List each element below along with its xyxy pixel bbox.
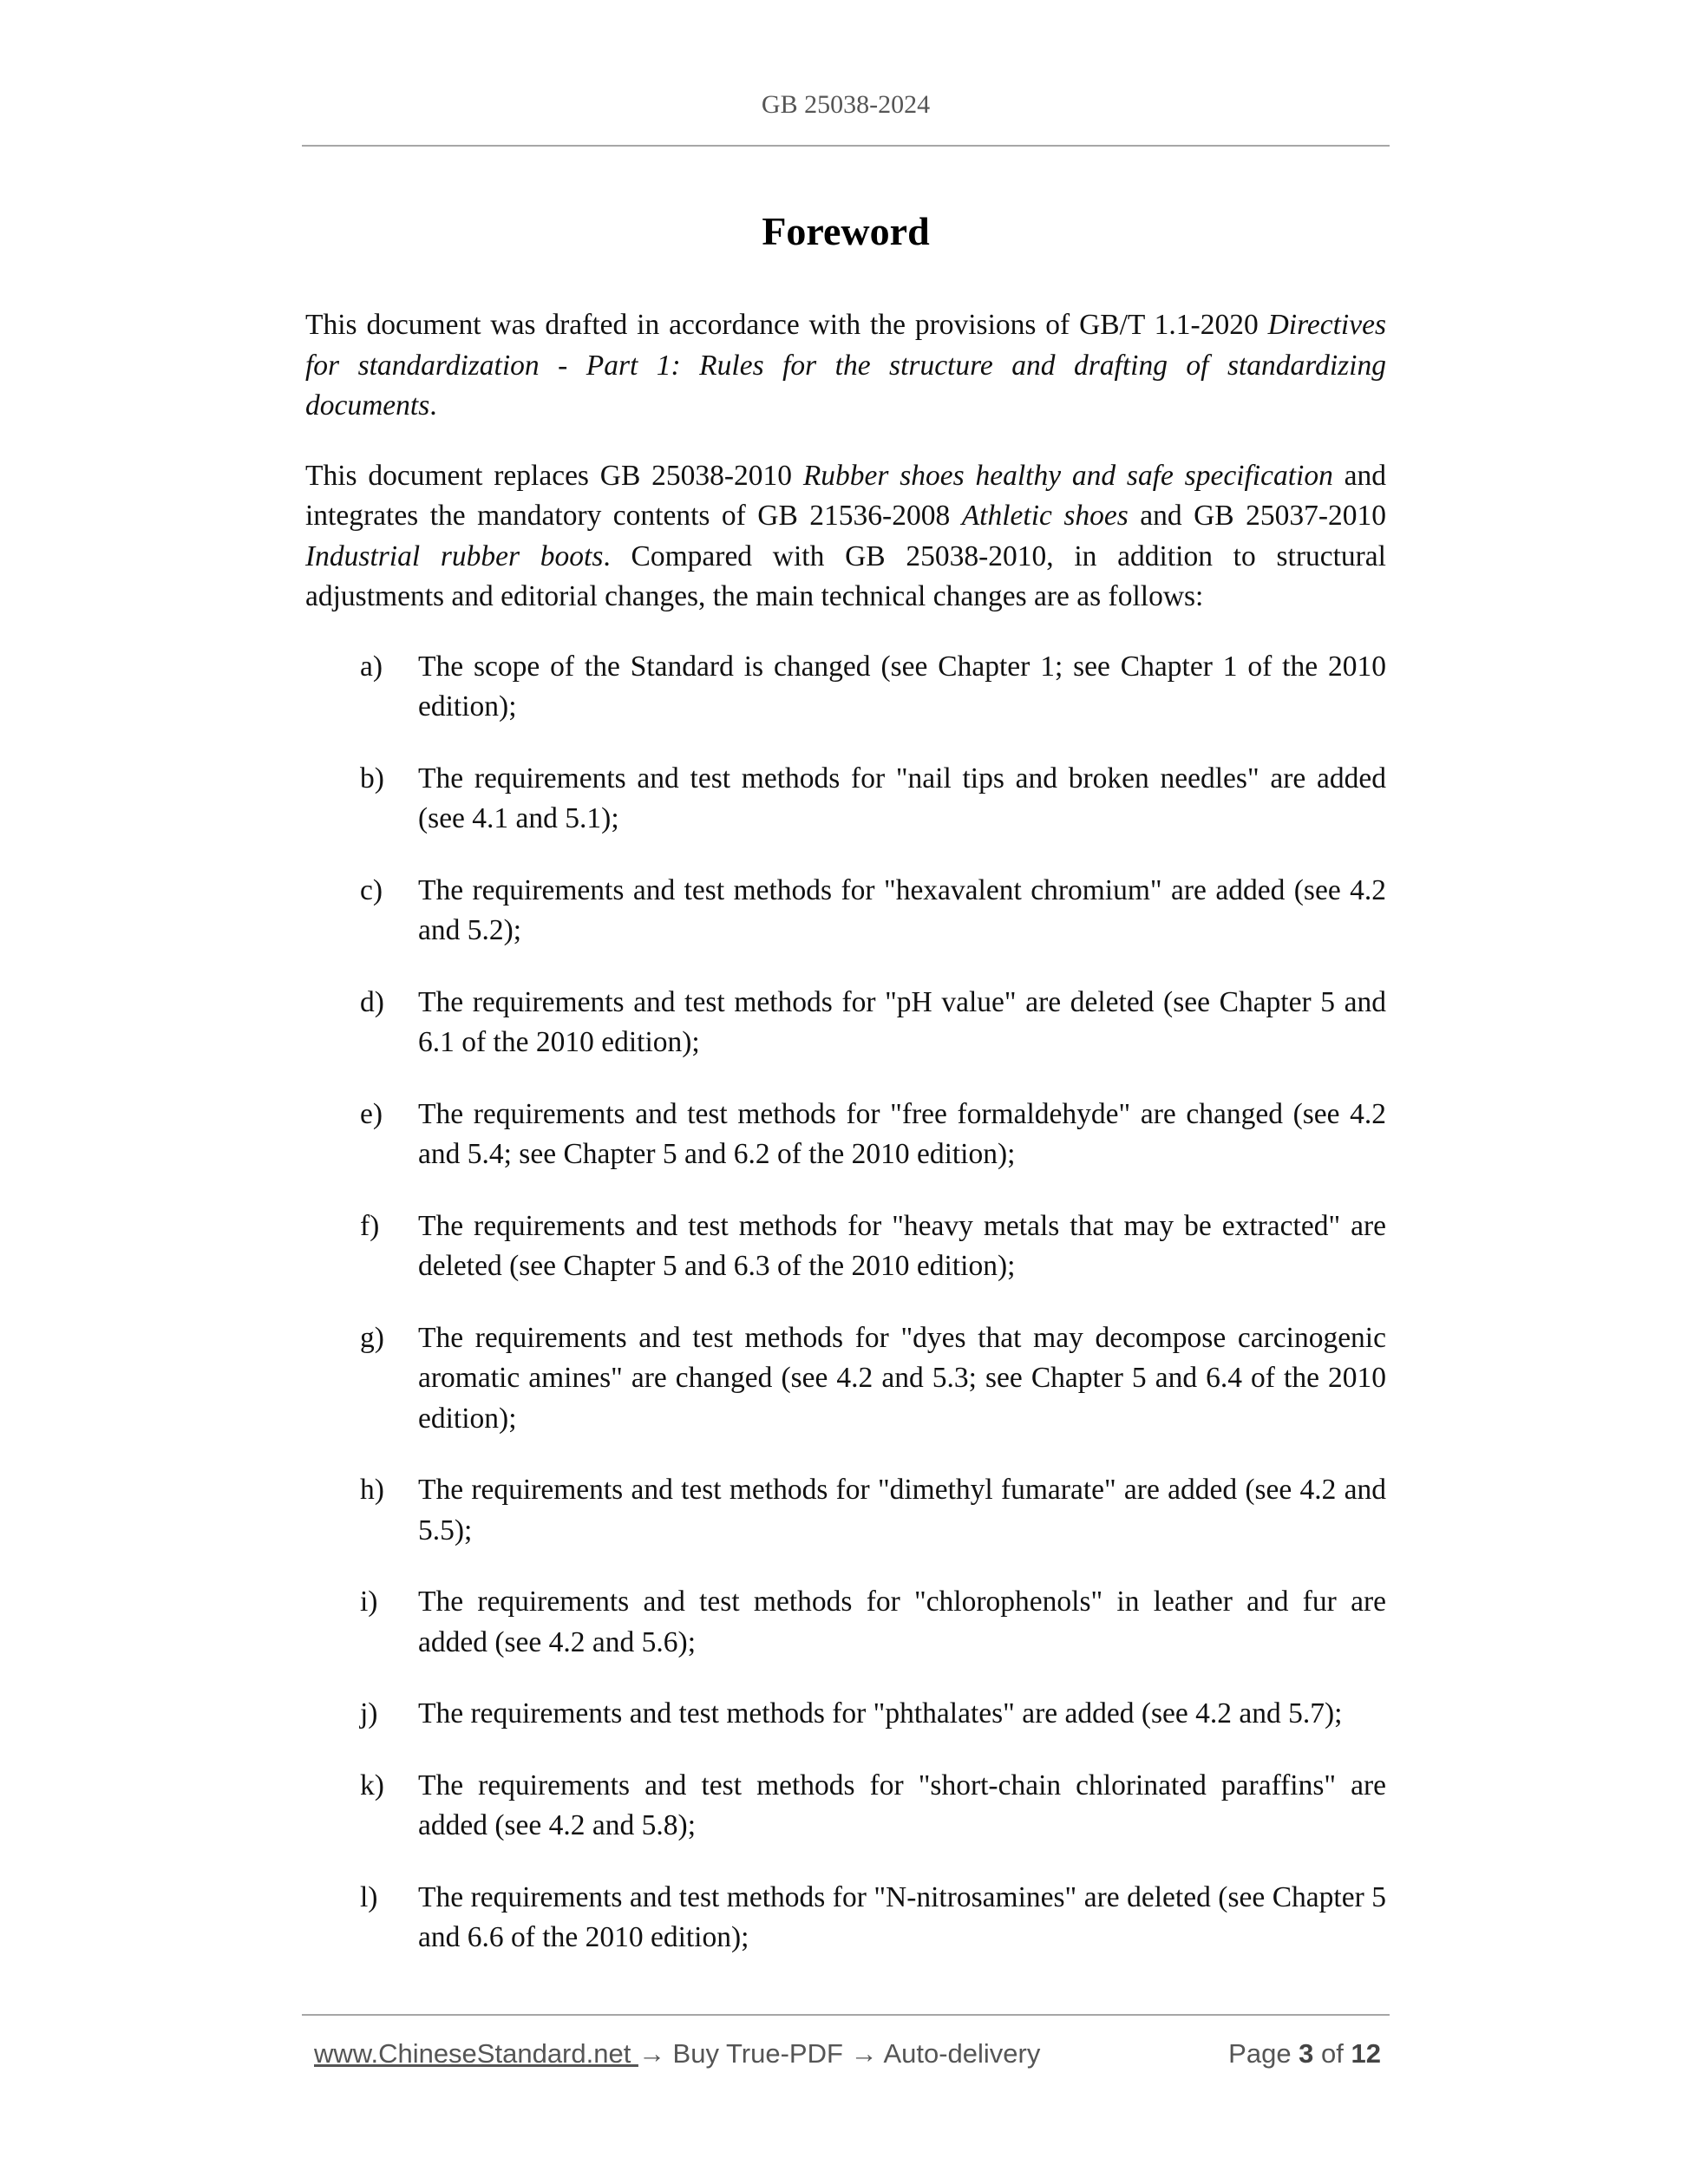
list-item <box>305 1206 1386 1287</box>
page-footer <box>314 2038 1381 2076</box>
list-item <box>305 647 1386 728</box>
footer-promo-text: → Buy True-PDF → Auto-delivery <box>638 2038 1041 2069</box>
list-label: e) <box>360 1097 383 1130</box>
list-label: g) <box>360 1321 384 1354</box>
total-pages: 12 <box>1351 2038 1381 2069</box>
list-text: The requirements and test methods for "heavy metals that may be extracted" are deleted (see Chapter 5 and 6.3 of the 2010 edition); <box>418 1209 1386 1282</box>
list-item <box>305 759 1386 840</box>
foreword-body <box>305 305 1386 1990</box>
list-label: k) <box>360 1769 384 1801</box>
list-text: The requirements and test methods for "nail tips and broken needles" are added (see 4.1 and 5.1); <box>418 762 1386 834</box>
list-text: The scope of the Standard is changed (see Chapter 1; see Chapter 1 of the 2010 edition); <box>418 650 1386 723</box>
list-text: The requirements and test methods for "hexavalent chromium" are added (see 4.2 and 5.2); <box>418 873 1386 946</box>
list-text: The requirements and test methods for "dyes that may decompose carcinogenic aromatic amines" are changed (see 4.2 and 5.3; see Chapter 5 and 6.4 of the 2010 edition); <box>418 1321 1386 1435</box>
italic-title: Rubber shoes healthy and safe specification <box>802 459 1333 492</box>
list-label: d) <box>360 985 384 1018</box>
text: and integrates the mandatory contents of GB 21536-2008 <box>305 459 1387 532</box>
list-label: f) <box>360 1209 380 1242</box>
list-item <box>305 1878 1386 1958</box>
list-item <box>305 1582 1386 1663</box>
list-label: h) <box>360 1474 384 1506</box>
text: This document was drafted in accordance with the provisions of GB/T 1.1-2020 <box>305 309 1268 341</box>
text: . <box>429 389 437 422</box>
list-item <box>305 1694 1386 1735</box>
paragraph-drafting-basis <box>305 305 1386 427</box>
italic-title: Athletic shoes <box>961 500 1129 532</box>
list-text: The requirements and test methods for "phthalates" are added (see 4.2 and 5.7); <box>418 1697 1343 1730</box>
current-page: 3 <box>1299 2038 1314 2069</box>
list-text: The requirements and test methods for "dimethyl fumarate" are added (see 4.2 and 5.5); <box>418 1474 1386 1546</box>
list-label: c) <box>360 873 383 906</box>
list-label: l) <box>360 1880 378 1913</box>
list-text: The requirements and test methods for "N-nitrosamines" are deleted (see Chapter 5 and 6.6 of the 2010 edition); <box>418 1880 1386 1953</box>
page-number <box>1228 2038 1381 2070</box>
italic-title: Industrial rubber boots <box>305 539 604 572</box>
list-text: The requirements and test methods for "short-chain chlorinated paraffins" are added (see 4.2 and 5.8); <box>418 1769 1386 1841</box>
list-item <box>305 1318 1386 1440</box>
list-label: j) <box>360 1697 378 1730</box>
page-word: Page <box>1228 2038 1299 2069</box>
list-text: The requirements and test methods for "chlorophenols" in leather and fur are added (see 4.2 and 5.6); <box>418 1586 1386 1658</box>
italic-title: Directives for standardization - Part 1: Rules for the structure and drafting of standardizing documents <box>305 309 1386 422</box>
text: . Compared with GB 25038-2010, in addition to structural adjustments and editorial changes, the main technical changes are as follows: <box>305 539 1386 612</box>
list-item <box>305 1470 1386 1551</box>
changes-list <box>305 647 1386 1958</box>
list-item <box>305 983 1386 1063</box>
list-text: The requirements and test methods for "free formaldehyde" are changed (see 4.2 and 5.4; see Chapter 5 and 6.2 of the 2010 edition); <box>418 1097 1386 1170</box>
list-item <box>305 871 1386 951</box>
list-label: b) <box>360 762 384 794</box>
list-item <box>305 1766 1386 1847</box>
list-label: i) <box>360 1586 378 1618</box>
text: and GB 25037-2010 <box>1128 500 1386 532</box>
header-divider <box>302 145 1390 147</box>
page-title: Foreword <box>762 209 930 253</box>
list-text: The requirements and test methods for "pH value" are deleted (see Chapter 5 and 6.1 of the 2010 edition); <box>418 985 1386 1058</box>
paragraph-replacement <box>305 456 1386 618</box>
of-word: of <box>1313 2038 1351 2069</box>
footer-divider <box>302 2014 1390 2016</box>
list-label: a) <box>360 650 383 683</box>
running-header: GB 25038-2024 <box>761 90 931 119</box>
website-link[interactable]: www.ChineseStandard.net <box>314 2038 638 2069</box>
list-item <box>305 1095 1386 1175</box>
text: This document replaces GB 25038-2010 <box>305 459 803 492</box>
footer-promo <box>314 2038 1040 2070</box>
